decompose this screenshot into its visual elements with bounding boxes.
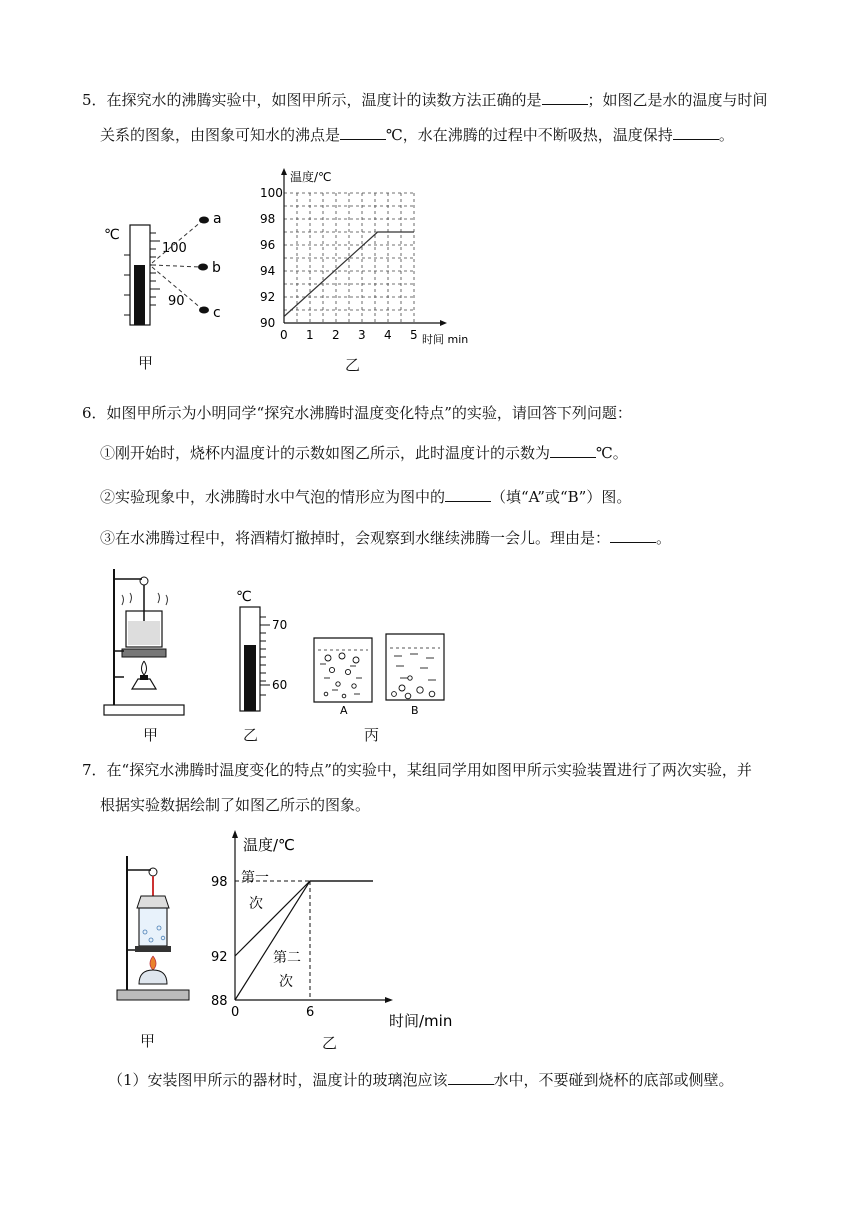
iron-stand-base [117,990,189,1000]
beaker-label: B [411,704,419,717]
figure-caption: 乙 [322,1034,338,1052]
figure-caption: 甲 [138,354,154,372]
q6-text: ③在水沸腾过程中，将酒精灯撤掉时，会观察到水继续沸腾一会儿。理由是： [100,529,611,547]
x-tick-label: 0 [231,1005,240,1020]
q6-text: ②实验现象中，水沸腾时水中气泡的情形应为图中的 [100,488,446,506]
answer-blank[interactable] [340,125,386,140]
answer-blank[interactable] [610,528,656,543]
q6-item2 [100,487,631,507]
q5-text: ；如图乙是水的温度与时间 [587,91,768,109]
eye-icon [199,307,209,314]
q7-line1: 7．在“探究水沸腾时温度变化的特点”的实验中，某组同学用如图甲所示实验装置进行了两次实验，并 [82,761,752,779]
tick-label: 100 [162,241,187,256]
unit-label: ℃ [236,589,252,605]
q5-text: 5．在探究水的沸腾实验中，如图甲所示，温度计的读数方法正确的是 [82,91,542,109]
q6-apparatus-figure [100,565,190,717]
x-axis-arrow [440,320,447,326]
y-tick-label: 90 [260,316,276,330]
y-tick-label: 100 [260,186,283,200]
y-tick-label: 88 [211,994,228,1009]
q7-text: （1）安装图甲所示的器材时，温度计的玻璃泡应该 [108,1071,448,1089]
y-axis-label: 温度/℃ [290,170,332,184]
q6-item3 [100,528,671,548]
y-axis-label: 温度/℃ [243,836,295,854]
q6-text: ℃。 [596,444,628,462]
flame-icon [150,956,156,970]
q6-bubbles-figure [310,632,450,718]
answer-blank[interactable] [673,125,719,140]
y-tick-label: 98 [211,875,228,890]
beaker-b [386,634,444,700]
eye-icon [198,264,208,271]
series-line [235,881,373,956]
iron-stand-base [104,705,184,715]
tick-label: 70 [272,618,288,632]
q6-text: 。 [656,529,672,547]
y-tick-label: 92 [260,290,276,304]
alcohol-lamp [139,970,167,984]
option-label: a [213,211,222,227]
answer-blank[interactable] [550,443,596,458]
series-label: 次 [279,974,293,990]
x-tick-label: 0 [280,328,288,342]
q7-temperature-chart [205,828,460,1033]
q5-text: 关系的图象，由图象可知水的沸点是 [100,126,341,144]
q7-text: 水中，不要碰到烧杯的底部或侧壁。 [493,1071,734,1089]
q5-text: 。 [718,126,734,144]
x-axis-label: 时间/min [389,1012,453,1030]
figure-caption: 乙 [345,356,361,374]
answer-blank[interactable] [448,1070,494,1085]
option-label: b [212,260,221,276]
q7-line2: 根据实验数据绘制了如图乙所示的图象。 [100,796,371,814]
x-tick-label: 5 [410,328,418,342]
series-label: 次 [249,896,263,912]
x-tick-label: 2 [332,328,340,342]
lid [137,896,169,908]
figure-caption: 甲 [143,726,159,744]
q6-item1 [100,443,628,463]
q7-apparatus-figure [115,852,195,1004]
q6-intro: 6．如图甲所示为小明同学“探究水沸腾时温度变化特点”的实验，请回答下列问题： [82,404,632,422]
q5-line1 [82,90,768,110]
x-tick-label: 6 [306,1005,315,1020]
q5-text: ℃，水在沸腾的过程中不断吸热，温度保持 [386,126,673,144]
answer-blank[interactable] [445,487,491,502]
eye-icon [199,217,209,224]
unit-label: ℃ [104,227,120,243]
series-label: 第二 [273,950,301,966]
series-label: 第一 [241,870,269,886]
q5-thermometer-figure [100,205,240,330]
q6-text: ①刚开始时，烧杯内温度计的示数如图乙所示，此时温度计的示数为 [100,444,551,462]
q7-sub1 [108,1070,734,1090]
wire-gauze [122,649,166,657]
figure-caption: 乙 [243,726,259,744]
y-axis-arrow [281,168,287,175]
x-tick-label: 1 [306,328,314,342]
q5-temperature-chart [250,165,480,350]
y-tick-label: 92 [211,950,228,965]
x-tick-label: 4 [384,328,392,342]
alcohol-lamp [132,679,156,689]
q5-line2 [100,125,734,145]
beaker-label: A [340,704,348,717]
option-label: c [213,305,221,321]
liquid-column [134,265,145,325]
tick-label: 90 [168,294,185,309]
y-tick-label: 96 [260,238,276,252]
beaker-a [314,638,372,702]
q6-text: （填“A”或“B”）图。 [491,488,632,506]
figure-caption: 甲 [140,1032,156,1050]
flame-icon [142,661,147,675]
x-axis-arrow [385,997,393,1003]
y-tick-label: 98 [260,212,276,226]
wire-gauze [135,946,171,952]
tick-label: 60 [272,678,288,692]
answer-blank[interactable] [542,90,588,105]
y-axis-arrow [232,830,238,838]
y-tick-label: 94 [260,264,276,278]
liquid-column [244,645,256,711]
x-axis-label: 时间 min [422,333,469,346]
figure-caption: 丙 [364,726,380,744]
x-tick-label: 3 [358,328,366,342]
q6-thermometer-figure [230,585,300,715]
